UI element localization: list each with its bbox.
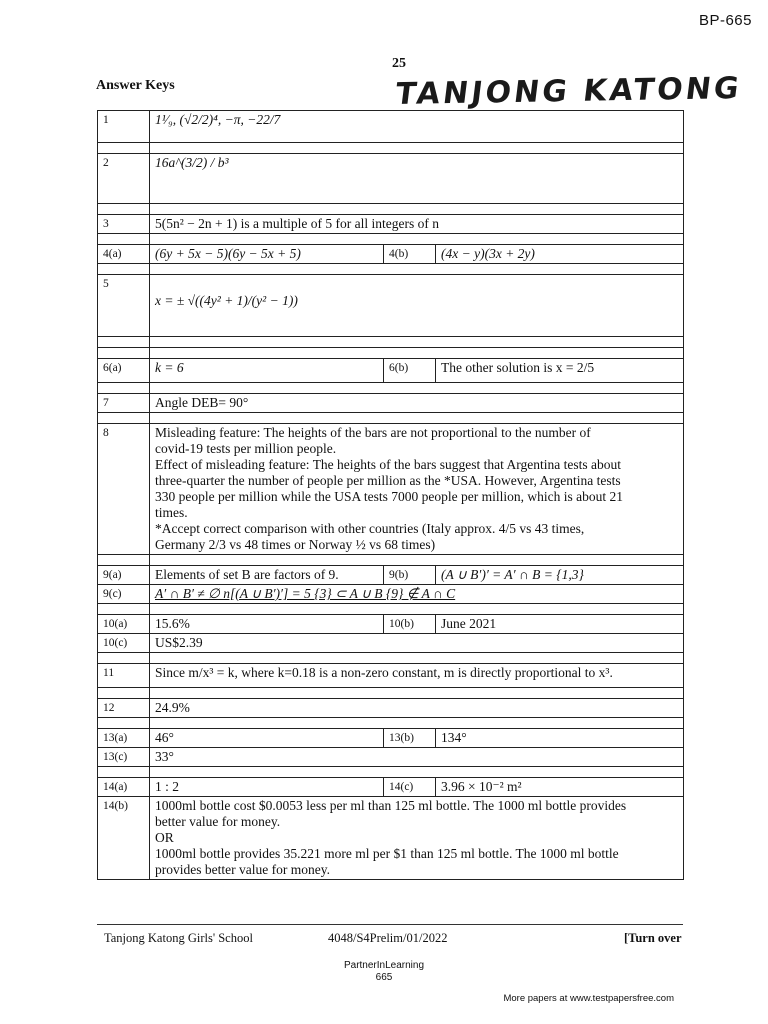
answer-text: The other solution is x = 2/5: [436, 359, 684, 383]
question-number: 3: [98, 215, 150, 234]
answer-text: Angle DEB= 90°: [150, 394, 684, 413]
question-number: 9(a): [98, 566, 150, 585]
answer-line: Germany 2/3 vs 48 times or Norway ½ vs 68 times): [155, 537, 436, 552]
answer-text: 5(5n² − 2n + 1) is a multiple of 5 for all integers of n: [150, 215, 684, 234]
table-row: [98, 111, 684, 143]
answer-text: 24.9%: [150, 699, 684, 718]
page-title: Answer Keys: [96, 78, 175, 93]
question-number: 8: [98, 424, 150, 555]
answer-line: Effect of misleading feature: The heights of the bars suggest that Argentina tests about: [155, 457, 622, 472]
question-number: 10(b): [384, 615, 436, 634]
answer-text: [150, 424, 684, 555]
partner-name: PartnerInLearning: [343, 960, 425, 971]
question-number: 13(c): [98, 748, 150, 767]
answer-text: 1¹⁄₉, (√2/2)⁴, −π, −22/7: [150, 111, 684, 143]
table-row: [98, 664, 684, 688]
answer-line: better value for money.: [155, 814, 281, 829]
page-number: 25: [392, 56, 406, 71]
answer-line: *Accept correct comparison with other countries (Italy approx. 4/5 vs 43 times,: [155, 521, 585, 536]
answer-text: (6y + 5x − 5)(6y − 5x + 5): [150, 245, 384, 264]
answer-text: x = ± √((4y² + 1)/(y² − 1)): [150, 275, 684, 337]
question-number: 14(a): [98, 778, 150, 797]
table-row: [98, 566, 684, 585]
answer-text: 134°: [436, 729, 684, 748]
question-number: 1: [98, 111, 150, 143]
table-row: [98, 797, 684, 880]
question-number: 6(a): [98, 359, 150, 383]
table-row: [98, 215, 684, 234]
table-row: [98, 615, 684, 634]
answer-line: Misleading feature: The heights of the bars are not proportional to the number of: [155, 425, 591, 440]
question-number: 4(a): [98, 245, 150, 264]
question-number: 13(b): [384, 729, 436, 748]
answer-text: 1 : 2: [150, 778, 384, 797]
more-papers-link[interactable]: More papers at www.testpapersfree.com: [503, 993, 674, 1004]
answer-line: covid-19 tests per million people.: [155, 441, 337, 456]
table-row: [98, 634, 684, 653]
answer-line: three-quarter the number of people per million as the *USA. However, Argentina tests: [155, 473, 621, 488]
table-row: [98, 245, 684, 264]
answer-text: 16a^(3/2) / b³: [150, 154, 684, 204]
answer-text: 15.6%: [150, 615, 384, 634]
answer-line: times.: [155, 505, 188, 520]
question-number: 11: [98, 664, 150, 688]
question-number: 14(b): [98, 797, 150, 880]
question-number: 9(b): [384, 566, 436, 585]
table-row: [98, 424, 684, 555]
footer-divider: [97, 924, 683, 925]
answer-text: [150, 797, 684, 880]
answer-text: (A ∪ B′)′ = A′ ∩ B = {1,3}: [436, 566, 684, 585]
partner-number: 665: [375, 972, 393, 983]
question-number: 7: [98, 394, 150, 413]
answer-text: k = 6: [150, 359, 384, 383]
answer-text: June 2021: [436, 615, 684, 634]
table-row: [98, 275, 684, 337]
answer-text: 33°: [150, 748, 684, 767]
question-number: 2: [98, 154, 150, 204]
question-number: 14(c): [384, 778, 436, 797]
answer-text: US$2.39: [150, 634, 684, 653]
question-number: 10(c): [98, 634, 150, 653]
answer-line: OR: [155, 830, 174, 845]
question-number: 5: [98, 275, 150, 337]
question-number: 10(a): [98, 615, 150, 634]
answer-text: 3.96 × 10⁻² m²: [436, 778, 684, 797]
question-number: 13(a): [98, 729, 150, 748]
table-row: [98, 585, 684, 604]
answer-table: [97, 110, 684, 880]
table-row: [98, 154, 684, 204]
table-row: [98, 394, 684, 413]
answer-line: 330 people per million while the USA tests 7000 people per million, which is about 21: [155, 489, 623, 504]
answer-text: Since m/x³ = k, where k=0.18 is a non-zero constant, m is directly proportional to x³.: [150, 664, 684, 688]
table-row: [98, 778, 684, 797]
table-row: [98, 748, 684, 767]
footer-turn-over: [Turn over: [624, 931, 682, 945]
document-code: BP-665: [698, 12, 752, 29]
footer-school: Tanjong Katong Girls' School: [104, 931, 253, 945]
question-number: 12: [98, 699, 150, 718]
answer-text: (4x − y)(3x + 2y): [436, 245, 684, 264]
question-number: 9(c): [98, 585, 150, 604]
answer-text: 46°: [150, 729, 384, 748]
answer-text: A′ ∩ B′ ≠ ∅ n[(A ∪ B′)′] = 5 {3} ⊂ A ∪ B {9} ∉ A ∩ C: [150, 585, 684, 604]
answer-line: 1000ml bottle provides 35.221 more ml per $1 than 125 ml bottle. The 1000 ml bottle: [155, 846, 619, 861]
table-row: [98, 359, 684, 383]
table-row: [98, 699, 684, 718]
question-number: 6(b): [384, 359, 436, 383]
footer-paper-code: 4048/S4Prelim/01/2022: [328, 931, 448, 945]
answer-line: provides better value for money.: [155, 862, 330, 877]
answer-line: 1000ml bottle cost $0.0053 less per ml than 125 ml bottle. The 1000 ml bottle provides: [155, 798, 627, 813]
answer-text: Elements of set B are factors of 9.: [150, 566, 384, 585]
partner-label: [0, 960, 768, 984]
question-number: 4(b): [384, 245, 436, 264]
handwritten-school-name: TANJONG KATONG: [393, 70, 744, 113]
table-row: [98, 729, 684, 748]
